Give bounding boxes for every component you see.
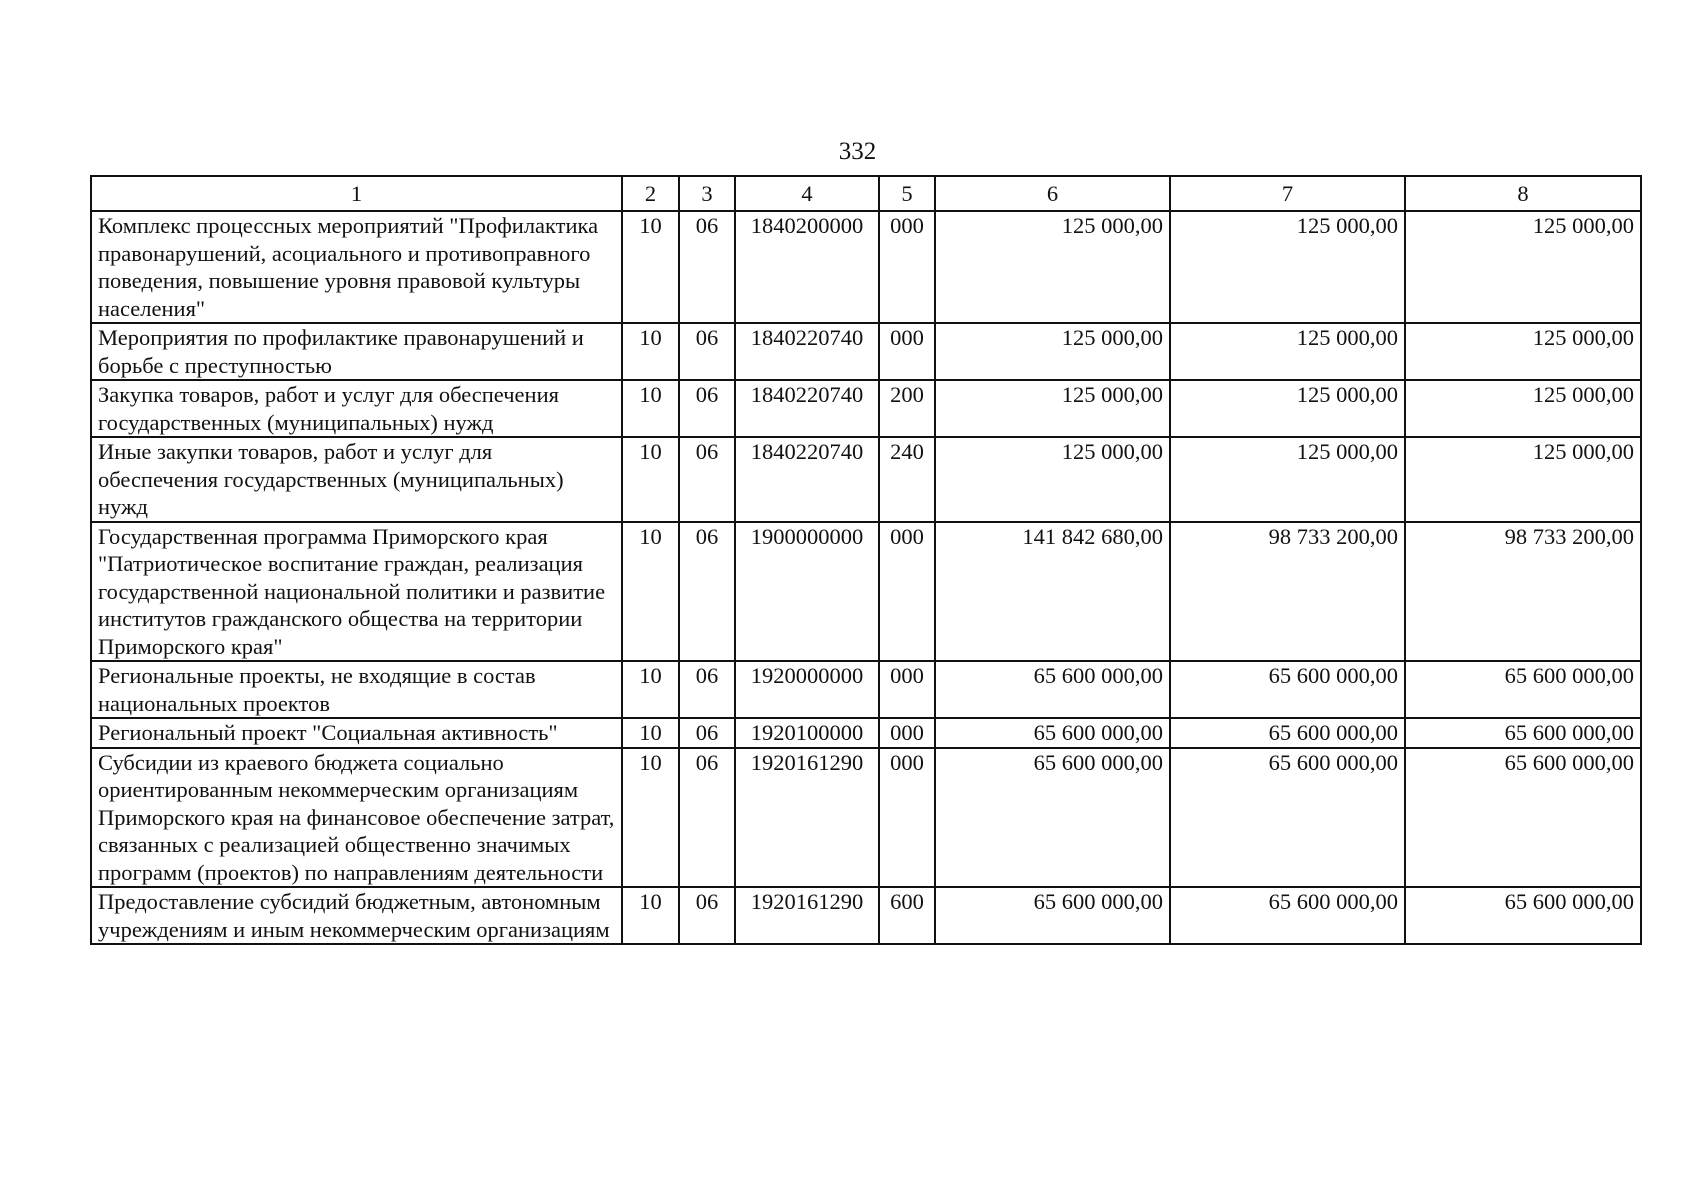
row-name-cell: Предоставление субсидий бюджетным, автономным учреждениям и иным некоммерческим организациям [91,887,622,944]
expense-type-cell: 240 [879,437,935,522]
amount-col8-cell: 65 600 000,00 [1405,748,1641,888]
amount-col6-cell: 65 600 000,00 [935,887,1170,944]
amount-col7-cell: 125 000,00 [1170,380,1405,437]
amount-col6-cell: 125 000,00 [935,323,1170,380]
row-name-cell: Региональный проект "Социальная активность" [91,718,622,748]
amount-col7-cell: 65 600 000,00 [1170,887,1405,944]
subsection-cell: 06 [679,748,735,888]
column-header: 1 [91,176,622,211]
amount-col8-cell: 65 600 000,00 [1405,718,1641,748]
subsection-cell: 06 [679,522,735,662]
amount-col6-cell: 141 842 680,00 [935,522,1170,662]
section-cell: 10 [622,522,679,662]
section-cell: 10 [622,661,679,718]
amount-col7-cell: 65 600 000,00 [1170,748,1405,888]
section-cell: 10 [622,718,679,748]
amount-col6-cell: 65 600 000,00 [935,748,1170,888]
target-article-cell: 1900000000 [735,522,879,662]
amount-col7-cell: 98 733 200,00 [1170,522,1405,662]
amount-col8-cell: 125 000,00 [1405,211,1641,323]
amount-col6-cell: 65 600 000,00 [935,661,1170,718]
expense-type-cell: 000 [879,323,935,380]
target-article-cell: 1840220740 [735,380,879,437]
page-number: 332 [838,138,877,165]
amount-col6-cell: 125 000,00 [935,211,1170,323]
amount-col8-cell: 125 000,00 [1405,437,1641,522]
column-header: 3 [679,176,735,211]
table-row [91,748,1641,888]
amount-col7-cell: 65 600 000,00 [1170,718,1405,748]
row-name-cell: Государственная программа Приморского края "Патриотическое воспитание граждан, реализация государственной национальной политики и развитие институтов гражданского общества на территории Приморского края" [91,522,622,662]
row-name-cell: Региональные проекты, не входящие в состав национальных проектов [91,661,622,718]
section-cell: 10 [622,748,679,888]
amount-col6-cell: 125 000,00 [935,437,1170,522]
table-row [91,437,1641,522]
table-row [91,211,1641,323]
column-header: 8 [1405,176,1641,211]
column-header: 5 [879,176,935,211]
target-article-cell: 1920000000 [735,661,879,718]
column-header: 7 [1170,176,1405,211]
row-name-cell: Комплекс процессных мероприятий "Профилактика правонарушений, асоциального и противоправного поведения, повышение уровня правовой культуры населения" [91,211,622,323]
column-header: 2 [622,176,679,211]
amount-col7-cell: 125 000,00 [1170,437,1405,522]
subsection-cell: 06 [679,887,735,944]
section-cell: 10 [622,437,679,522]
row-name-cell: Закупка товаров, работ и услуг для обеспечения государственных (муниципальных) нужд [91,380,622,437]
amount-col6-cell: 65 600 000,00 [935,718,1170,748]
amount-col8-cell: 125 000,00 [1405,380,1641,437]
column-header: 4 [735,176,879,211]
subsection-cell: 06 [679,718,735,748]
column-header: 6 [935,176,1170,211]
section-cell: 10 [622,323,679,380]
amount-col8-cell: 65 600 000,00 [1405,887,1641,944]
table-row [91,522,1641,662]
table-row [91,718,1641,748]
amount-col8-cell: 98 733 200,00 [1405,522,1641,662]
amount-col8-cell: 125 000,00 [1405,323,1641,380]
target-article-cell: 1920161290 [735,887,879,944]
budget-table [90,175,1642,945]
subsection-cell: 06 [679,437,735,522]
expense-type-cell: 000 [879,522,935,662]
target-article-cell: 1840220740 [735,323,879,380]
table-row [91,661,1641,718]
amount-col8-cell: 65 600 000,00 [1405,661,1641,718]
subsection-cell: 06 [679,323,735,380]
table-row [91,323,1641,380]
expense-type-cell: 200 [879,380,935,437]
amount-col6-cell: 125 000,00 [935,380,1170,437]
target-article-cell: 1920100000 [735,718,879,748]
amount-col7-cell: 125 000,00 [1170,211,1405,323]
table-row [91,887,1641,944]
expense-type-cell: 600 [879,887,935,944]
subsection-cell: 06 [679,380,735,437]
section-cell: 10 [622,211,679,323]
header-row [91,176,1641,211]
target-article-cell: 1920161290 [735,748,879,888]
amount-col7-cell: 65 600 000,00 [1170,661,1405,718]
row-name-cell: Мероприятия по профилактике правонарушений и борьбе с преступностью [91,323,622,380]
amount-col7-cell: 125 000,00 [1170,323,1405,380]
expense-type-cell: 000 [879,211,935,323]
expense-type-cell: 000 [879,718,935,748]
row-name-cell: Иные закупки товаров, работ и услуг для обеспечения государственных (муниципальных) нужд [91,437,622,522]
table-row [91,380,1641,437]
section-cell: 10 [622,887,679,944]
expense-type-cell: 000 [879,661,935,718]
section-cell: 10 [622,380,679,437]
subsection-cell: 06 [679,661,735,718]
target-article-cell: 1840220740 [735,437,879,522]
row-name-cell: Субсидии из краевого бюджета социально ориентированным некоммерческим организациям Приморского края на финансовое обеспечение затрат, связанных с реализацией общественно значимых программ (проектов) по направлениям деятельности [91,748,622,888]
expense-type-cell: 000 [879,748,935,888]
subsection-cell: 06 [679,211,735,323]
target-article-cell: 1840200000 [735,211,879,323]
